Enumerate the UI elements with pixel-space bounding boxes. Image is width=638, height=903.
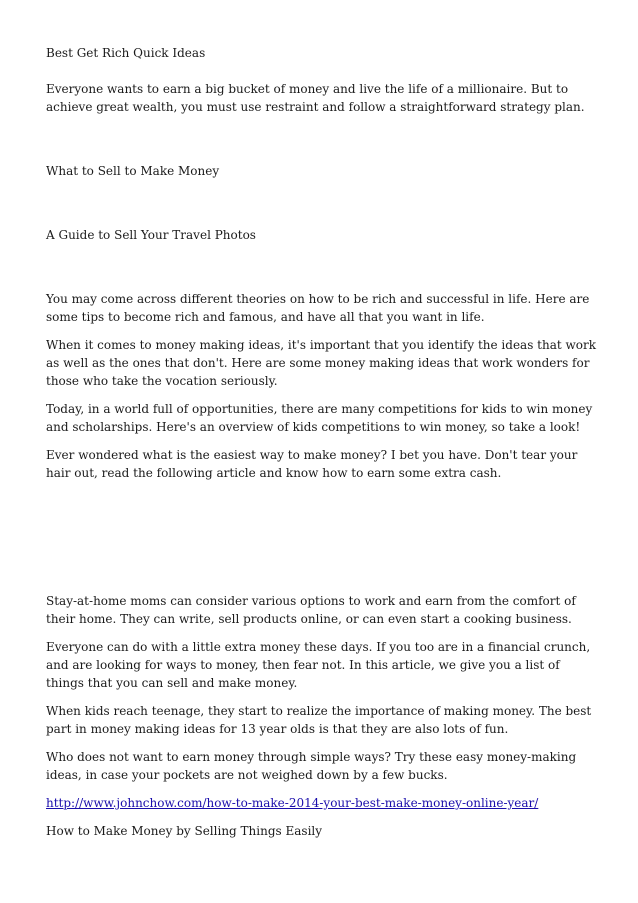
heading-selling-things: How to Make Money by Selling Things Easily	[46, 824, 323, 838]
paragraph-easiest-way: Ever wondered what is the easiest way to make money? I bet you have. Don't tear your hair out, read the following article and know how to earn some extra cash.	[46, 448, 578, 480]
paragraph-kids-competitions: Today, in a world full of opportunities, there are many competitions for kids to win money and scholarships. Here's an overview of kids competitions to win money, so take a look!	[46, 402, 593, 434]
paragraph-teenage: When kids reach teenage, they start to realize the importance of making money. The best part in money making ideas for 13 year olds is that they are also lots of fun.	[46, 704, 592, 736]
document-title: Best Get Rich Quick Ideas	[46, 46, 206, 60]
link-paragraph	[46, 794, 601, 812]
paragraph-simple-ways: Who does not want to earn money through simple ways? Try these easy money-making ideas, in case your pockets are not weighed down by a few bucks.	[46, 750, 577, 782]
intro-paragraph: Everyone wants to earn a big bucket of money and live the life of a millionaire. But to achieve great wealth, you must use restraint and follow a straightforward strategy plan.	[46, 82, 585, 114]
paragraph-stay-at-home-moms: Stay-at-home moms can consider various options to work and earn from the comfort of their home. They can write, sell products online, or can even start a cooking business.	[46, 594, 576, 626]
paragraph-extra-money: Everyone can do with a little extra money these days. If you too are in a financial crunch, and are looking for ways to money, then fear not. In this article, we give you a list of things that you can sell and make money.	[46, 640, 591, 690]
heading-what-to-sell: What to Sell to Make Money	[46, 164, 220, 178]
paragraph-money-ideas: When it comes to money making ideas, it's important that you identify the ideas that work as well as the ones that don't. Here are some money making ideas that work wonders for those who take the vocation seriously.	[46, 338, 597, 388]
johnchow-link[interactable]: http://www.johnchow.com/how-to-make-2014-your-best-make-money-online-year/	[46, 796, 539, 810]
document-page	[46, 44, 601, 840]
paragraph-theories: You may come across different theories on how to be rich and successful in life. Here are some tips to become rich and famous, and have all that you want in life.	[46, 292, 590, 324]
heading-travel-photos: A Guide to Sell Your Travel Photos	[46, 228, 256, 242]
